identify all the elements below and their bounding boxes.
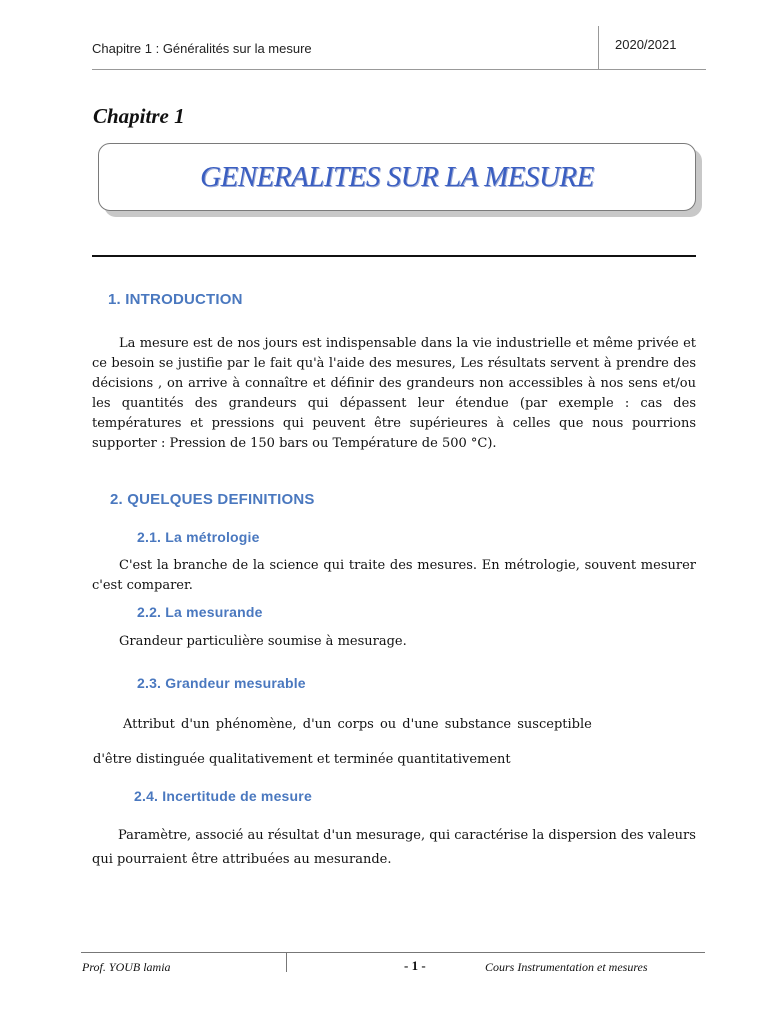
paragraph-grandeur-line1: Attribut d'un phénomène, d'un corps ou d'une substance susceptible (123, 717, 592, 732)
paragraph-mesurande: Grandeur particulière soumise à mesurage. (119, 634, 407, 649)
footer-page-number: - 1 - (404, 958, 426, 973)
heading-mesurande: 2.2. La mesurande (137, 604, 263, 620)
heading-grandeur-mesurable: 2.3. Grandeur mesurable (137, 675, 306, 691)
footer-course-title: Cours Instrumentation et mesures (485, 960, 648, 974)
heading-metrologie: 2.1. La métrologie (137, 529, 260, 545)
header-divider-horizontal (92, 69, 706, 70)
chapter-title: GENERALITES SUR LA MESURE (200, 160, 594, 193)
heading-definitions: 2. QUELQUES DEFINITIONS (110, 491, 315, 508)
chapter-title-box (98, 143, 696, 211)
footer-divider-vertical (286, 952, 287, 972)
running-header-title: Chapitre 1 : Généralités sur la mesure (92, 41, 312, 56)
paragraph-metrologie: C'est la branche de la science qui traite des mesures. En métrologie, souvent mesurer c'est comparer. (92, 558, 696, 593)
running-header-year: 2020/2021 (615, 37, 677, 52)
footer-author: Prof. YOUB lamia (82, 960, 171, 974)
paragraph-incertitude: Paramètre, associé au résultat d'un mesurage, qui caractérise la dispersion des valeurs qui pourraient être attribuées au mesurande. (92, 828, 696, 867)
heading-introduction: 1. INTRODUCTION (108, 291, 243, 308)
paragraph-grandeur-line2: d'être distinguée qualitativement et terminée quantitativement (93, 752, 511, 767)
paragraph-introduction: La mesure est de nos jours est indispensable dans la vie industrielle et même privée et ce besoin se justifie par le fait qu'à l'aide des mesures, Les résultats servent à prendre des décisions , on arrive à connaître et définir des grandeurs non accessibles à nos sens et/ou les quantités des grandeurs qui dépassent leur étendue (par exemple : cas des températures et pressions qui peuvent être supérieures à celles que nous pourrions supporter : Pression de 150 bars ou Température de 500 °C). (92, 336, 696, 451)
chapter-label: Chapitre 1 (93, 104, 185, 128)
heading-incertitude: 2.4. Incertitude de mesure (134, 788, 312, 804)
title-separator-line (92, 255, 696, 257)
footer-divider-horizontal (81, 952, 705, 953)
header-divider-vertical (598, 26, 599, 70)
